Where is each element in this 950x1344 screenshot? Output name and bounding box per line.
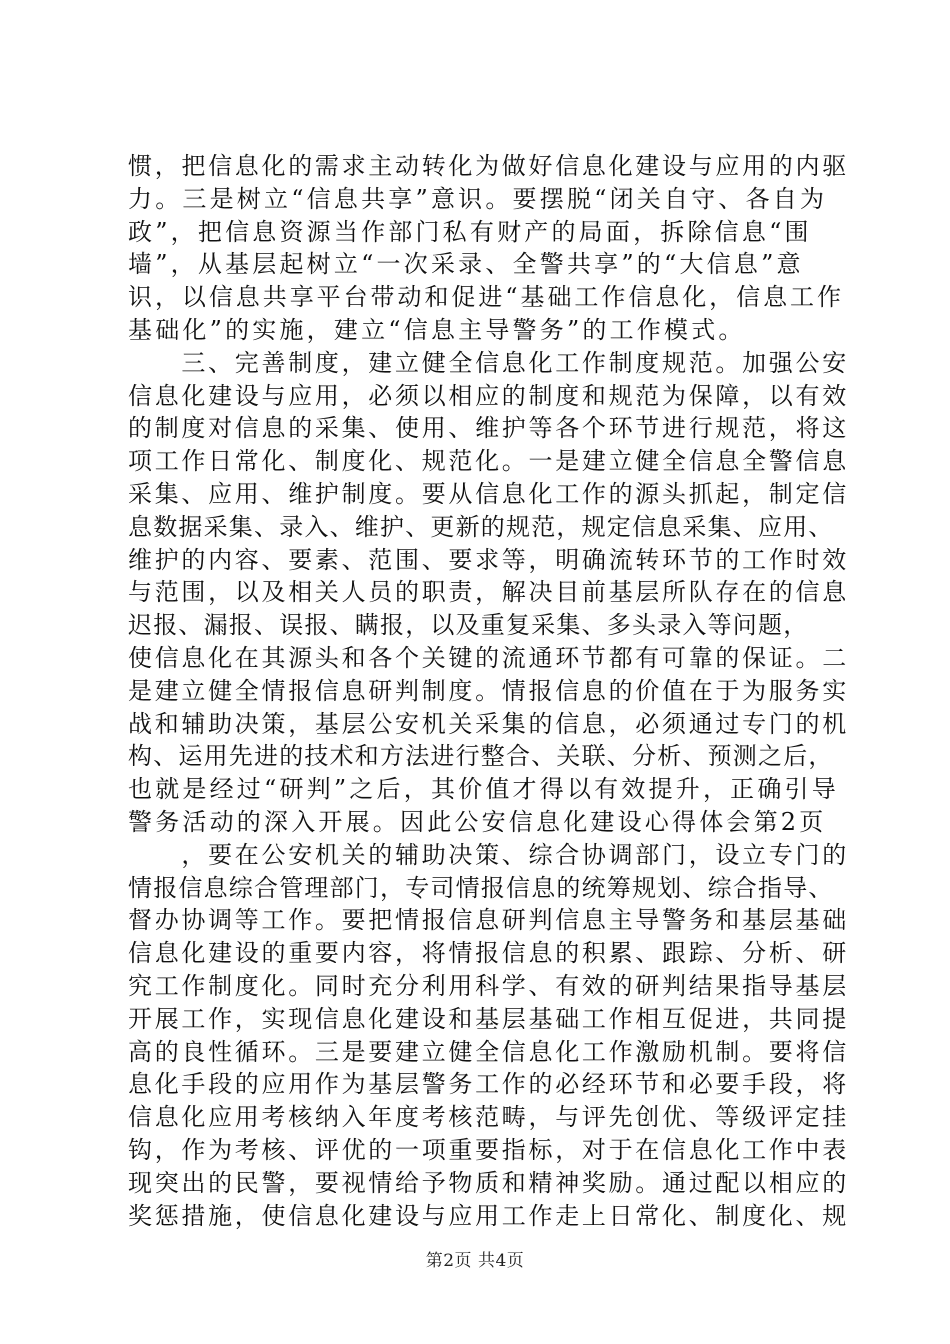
text-line: 信息化建设与应用，必须以相应的制度和规范为保障，以有效	[128, 381, 849, 410]
text-line: 息化手段的应用作为基层警务工作的必经环节和必要手段，将	[128, 1070, 849, 1099]
text-line: 构、运用先进的技术和方法进行整合、关联、分析、预测之后，	[128, 742, 834, 771]
text-line: 墙”，从基层起树立“一次采录、全警共享”的“大信息”意	[128, 250, 804, 279]
text-line: 情报信息综合管理部门，专司情报信息的统筹规划、综合指导、	[128, 873, 834, 902]
text-line: 基础化”的实施，建立“信息主导警务”的工作模式。	[128, 315, 746, 344]
text-line: 战和辅助决策，基层公安机关采集的信息，必须通过专门的机	[128, 709, 849, 738]
text-line: 息数据采集、录入、维护、更新的规范，规定信息采集、应用、	[128, 512, 834, 541]
text-line: 钩，作为考核、评优的一项重要指标，对于在信息化工作中表	[128, 1135, 849, 1164]
text-line: 项工作日常化、制度化、规范化。一是建立健全信息全警信息	[128, 447, 849, 476]
text-line: 迟报、漏报、误报、瞒报，以及重复采集、多头录入等问题，	[128, 611, 809, 640]
text-line: 也就是经过“研判”之后，其价值才得以有效提升，正确引导	[128, 775, 839, 804]
text-line: 力。三是树立“信息共享”意识。要摆脱“闭关自守、各自为	[128, 184, 828, 213]
text-line: 究工作制度化。同时充分利用科学、有效的研判结果指导基层	[128, 971, 849, 1000]
page-footer: 第2页 共4页	[425, 1251, 525, 1271]
text-line: 采集、应用、维护制度。要从信息化工作的源头抓起，制定信	[128, 479, 849, 508]
text-line: 政”，把信息资源当作部门私有财产的局面，拆除信息“围	[128, 217, 812, 246]
text-line: 的制度对信息的采集、使用、维护等各个环节进行规范，将这	[128, 414, 849, 443]
text-line: 信息化建设的重要内容，将情报信息的积累、跟踪、分析、研	[128, 939, 849, 968]
text-line: 奖惩措施，使信息化建设与应用工作走上日常化、制度化、规	[128, 1201, 849, 1230]
text-line: 维护的内容、要素、范围、要求等，明确流转环节的工作时效	[128, 545, 849, 574]
text-line: ，要在公安机关的辅助决策、综合协调部门，设立专门的	[128, 840, 849, 869]
text-line: 是建立健全情报信息研判制度。情报信息的价值在于为服务实	[128, 676, 849, 705]
text-line: 三、完善制度，建立健全信息化工作制度规范。加强公安	[128, 348, 849, 377]
text-line: 现突出的民警，要视情给予物质和精神奖励。通过配以相应的	[128, 1168, 849, 1197]
text-line: 与范围，以及相关人员的职责，解决目前基层所队存在的信息	[128, 578, 849, 607]
text-line: 开展工作，实现信息化建设和基层基础工作相互促进，共同提	[128, 1004, 849, 1033]
text-line: 高的良性循环。三是要建立健全信息化工作激励机制。要将信	[128, 1037, 849, 1066]
text-line: 使信息化在其源头和各个关键的流通环节都有可靠的保证。二	[128, 643, 849, 672]
text-line: 识，以信息共享平台带动和促进“基础工作信息化，信息工作	[128, 283, 844, 312]
body-text	[128, 150, 848, 1232]
text-line: 督办协调等工作。要把情报信息研判信息主导警务和基层基础	[128, 906, 849, 935]
text-line: 惯，把信息化的需求主动转化为做好信息化建设与应用的内驱	[128, 152, 849, 180]
text-line: 警务活动的深入开展。因此公安信息化建设心得体会第2页	[128, 807, 827, 836]
text-line: 信息化应用考核纳入年度考核范畴，与评先创优、等级评定挂	[128, 1103, 849, 1132]
